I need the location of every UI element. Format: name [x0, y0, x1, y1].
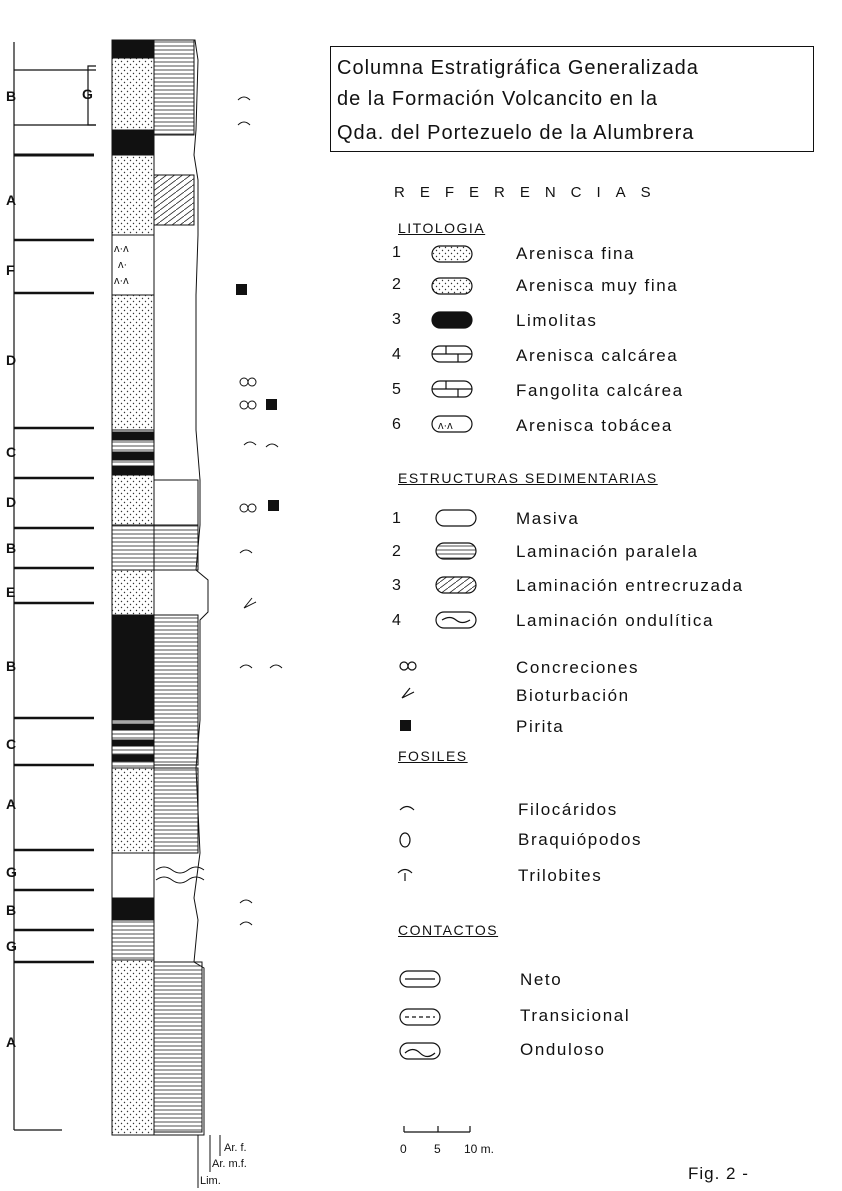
structure-num: 4 [392, 612, 401, 629]
trilobite-icon [398, 870, 412, 882]
grain-label: Ar. f. [224, 1142, 247, 1154]
scale-label: 5 [434, 1142, 441, 1156]
fossil-label: Braquiópodos [518, 830, 643, 849]
wavy-contact-icon [400, 1043, 440, 1059]
contact-label: Neto [520, 970, 563, 989]
parallel-lamination-icon [436, 543, 476, 559]
scale-label: 10 m. [464, 1142, 495, 1156]
structure-column [154, 40, 208, 1135]
fossils-heading: FOSILES [398, 748, 468, 764]
structures-heading: ESTRUCTURAS SEDIMENTARIAS [398, 470, 658, 486]
grain-label: Lim. [200, 1175, 221, 1187]
siltstone-icon [432, 312, 472, 328]
unit-label: B [6, 88, 17, 104]
references-title: REFERENCIAS [394, 184, 666, 201]
concretions-label: Concreciones [516, 658, 640, 677]
title-line-3: Qda. del Portezuelo de la Alumbrera [337, 122, 695, 144]
concretion-icon [400, 662, 408, 670]
structure-num: 2 [392, 543, 401, 560]
unit-label: A [6, 1034, 17, 1050]
scale-bar [404, 1126, 470, 1132]
fossil-label: Filocáridos [518, 800, 618, 819]
contact-label: Transicional [520, 1006, 631, 1025]
lithology-num: 1 [392, 244, 401, 261]
lithology-num: 2 [392, 276, 401, 293]
unit-label: C [6, 444, 17, 460]
unit-label: F [6, 262, 15, 278]
unit-label: E [6, 584, 16, 600]
unit-label: B [6, 658, 17, 674]
lithology-label: Limolitas [516, 311, 598, 330]
lithology-label: Fangolita calcárea [516, 381, 684, 400]
phyllocarid-icon [400, 807, 414, 811]
svg-text:ʌ·ʌ: ʌ·ʌ [438, 420, 453, 432]
unit-label: A [6, 192, 17, 208]
structure-label: Laminación paralela [516, 542, 699, 561]
fine-sandstone-icon [432, 246, 472, 262]
very-fine-sandstone-icon [432, 278, 472, 294]
pyrite-label: Pirita [516, 717, 565, 736]
structure-label: Masiva [516, 509, 580, 528]
lithology-num: 3 [392, 311, 401, 328]
cross-lamination-icon [436, 577, 476, 593]
brachiopod-icon [400, 833, 410, 847]
svg-text:ʌ·: ʌ· [118, 259, 128, 271]
unit-brackets [14, 42, 96, 1130]
lithology-column [112, 40, 154, 1135]
structure-num: 3 [392, 577, 401, 594]
lithology-heading: LITOLOGIA [398, 220, 486, 236]
unit-label: B [6, 902, 17, 918]
scale-label: 0 [400, 1142, 407, 1156]
title-box [330, 46, 814, 152]
unit-label: A [6, 796, 17, 812]
lithology-num: 5 [392, 381, 401, 398]
lithology-num: 6 [392, 416, 401, 433]
title-line-2: de la Formación Volcancito en la [337, 88, 659, 110]
fossil-label: Trilobites [518, 866, 603, 885]
unit-label: B [6, 540, 17, 556]
column-annotations [236, 97, 282, 925]
unit-label: C [6, 736, 17, 752]
contact-label: Onduloso [520, 1040, 606, 1059]
lithology-num: 4 [392, 346, 401, 363]
lithology-label: Arenisca tobácea [516, 416, 673, 435]
pyrite-icon [400, 720, 411, 731]
figure-label: Fig. 2 - [688, 1164, 749, 1183]
structure-label: Laminación entrecruzada [516, 576, 744, 595]
lithology-label: Arenisca fina [516, 244, 636, 263]
unit-label: G [6, 938, 17, 954]
svg-text:ʌ·ʌ: ʌ·ʌ [114, 275, 129, 287]
structure-num: 1 [392, 510, 401, 527]
title-line-1: Columna Estratigráfica Generalizada [337, 57, 699, 79]
structure-label: Laminación ondulítica [516, 611, 715, 630]
unit-label: D [6, 352, 17, 368]
unit-label: G [82, 86, 93, 102]
unit-label: D [6, 494, 17, 510]
massive-icon [436, 510, 476, 526]
svg-text:ʌ·ʌ: ʌ·ʌ [114, 243, 129, 255]
unit-label: G [6, 864, 17, 880]
bioturbation-label: Bioturbación [516, 686, 630, 705]
lithology-label: Arenisca muy fina [516, 276, 679, 295]
grain-label: Ar. m.f. [212, 1158, 247, 1170]
lithology-label: Arenisca calcárea [516, 346, 679, 365]
bioturbation-icon [402, 688, 414, 698]
contacts-heading: CONTACTOS [398, 922, 499, 938]
